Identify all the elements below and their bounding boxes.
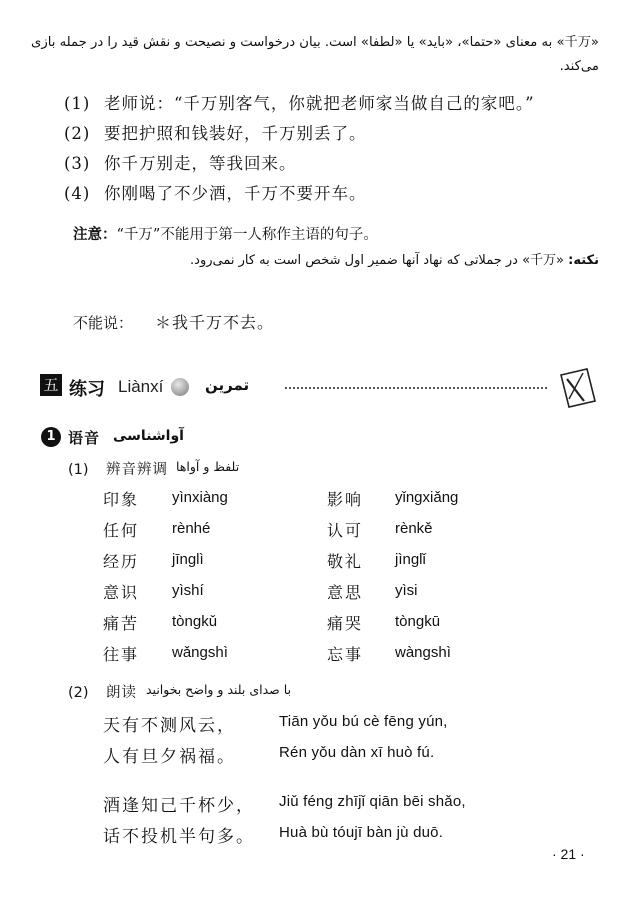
note-fa-label: نکته:: [568, 253, 599, 268]
word-hanzi: 痛苦: [103, 614, 140, 633]
section-number-badge: 五: [40, 374, 62, 396]
subsection-title-fa: آواشناسی: [113, 428, 184, 444]
word-hanzi: 痛哭: [327, 614, 364, 633]
poem-line-pinyin: Tiān yǒu bú cè fēng yún,: [279, 713, 448, 730]
word-hanzi: 敬礼: [327, 552, 364, 571]
poem-line-pinyin: Huà bù tóujī bàn jù duō.: [279, 824, 444, 841]
part2-title-zh: 朗读: [106, 685, 137, 701]
example-3: [64, 150, 297, 174]
example-2: [64, 120, 367, 144]
example-number: (1): [64, 94, 91, 113]
word-hanzi: 往事: [103, 645, 140, 664]
example-number: (2): [64, 124, 91, 143]
word-pinyin: jīnglì: [172, 551, 204, 568]
word-hanzi: 影响: [327, 490, 364, 509]
section-title-pinyin: Liànxí: [118, 377, 164, 396]
poem-line-hanzi: 话不投机半句多。: [103, 827, 255, 847]
section-title-fa: تمرین: [205, 376, 250, 394]
subsection-title-zh: 语音: [68, 429, 101, 447]
poem-line-hanzi: 天有不测风云，: [103, 716, 236, 736]
note-label: 注意：: [73, 227, 117, 243]
part1-title: [68, 458, 168, 479]
word-hanzi: 认可: [327, 521, 364, 540]
word-pinyin: tòngkū: [395, 613, 441, 630]
example-text: 要把护照和钱装好，千万别丢了。: [104, 124, 367, 143]
word-pinyin: yìnxiàng: [172, 489, 228, 506]
poem-line-pinyin: Rén yǒu dàn xī huò fú.: [279, 744, 435, 761]
example-1: [64, 90, 535, 114]
word-pinyin: wǎngshì: [172, 644, 228, 661]
word-pinyin: wàngshì: [395, 644, 451, 661]
section-title-zh: 练习: [69, 379, 105, 400]
intro-line-1: «千万» به معنای «حتما»، «باید» یا «لطفا» است. بیان درخواست و نصیحت و نقش قید را در جمله بازی: [31, 35, 599, 50]
poem-line-pinyin: Jiǔ féng zhījǐ qiān bēi shǎo,: [279, 793, 466, 810]
word-pinyin: tòngkǔ: [172, 613, 218, 630]
word-pinyin: yìshí: [172, 582, 204, 599]
pencil-paper-icon: [557, 365, 601, 409]
example-text: 你刚喝了不少酒，千万不要开车。: [104, 184, 367, 203]
part2-number: (2): [68, 685, 89, 701]
part1-title-fa: تلفظ و آواها: [176, 459, 240, 474]
word-hanzi: 忘事: [327, 645, 364, 664]
word-pinyin: yǐngxiǎng: [395, 489, 459, 506]
word-pinyin: yìsi: [395, 582, 418, 599]
note-fa-text: «千万» در جملاتی که نهاد آنها ضمیر اول شخص است به کار نمی‌رود.: [190, 253, 565, 268]
note: [73, 223, 378, 244]
part2-title-fa: با صدای بلند و واضح بخوانید: [146, 682, 292, 697]
word-hanzi: 意思: [327, 583, 364, 602]
poem-line-hanzi: 人有旦夕祸福。: [103, 747, 236, 767]
example-number: (3): [64, 154, 91, 173]
subsection-number-badge: 1: [41, 427, 61, 447]
circle-bullet-icon: [171, 378, 189, 396]
cannot-say: [73, 310, 274, 333]
note-text: “千万”不能用于第一人称作主语的句子。: [116, 227, 378, 243]
example-number: (4): [64, 184, 91, 203]
word-hanzi: 印象: [103, 490, 140, 509]
example-text: 你千万别走，等我回来。: [104, 154, 297, 173]
example-4: [64, 180, 367, 204]
intro-line-2: می‌کند.: [559, 59, 599, 74]
word-hanzi: 任何: [103, 521, 140, 540]
example-text: 老师说：“千万别客气，你就把老师家当做自己的家吧。”: [104, 94, 535, 113]
poem-line-hanzi: 酒逢知己千杯少，: [103, 796, 255, 816]
part1-title-zh: 辨音辨调: [106, 462, 168, 478]
cannot-say-text: ＊我千万不去。: [155, 313, 275, 332]
word-hanzi: 经历: [103, 552, 140, 571]
part1-number: (1): [68, 462, 89, 478]
dotted-divider: [285, 387, 547, 389]
cannot-say-label: 不能说：: [73, 314, 134, 332]
word-pinyin: rènkě: [395, 520, 433, 537]
part2-title: [68, 681, 137, 702]
note-fa: [79, 249, 599, 268]
page-number: · 21 ·: [552, 846, 585, 862]
word-hanzi: 意识: [103, 583, 140, 602]
word-pinyin: rènhé: [172, 520, 211, 537]
word-pinyin: jìnglǐ: [395, 551, 426, 568]
